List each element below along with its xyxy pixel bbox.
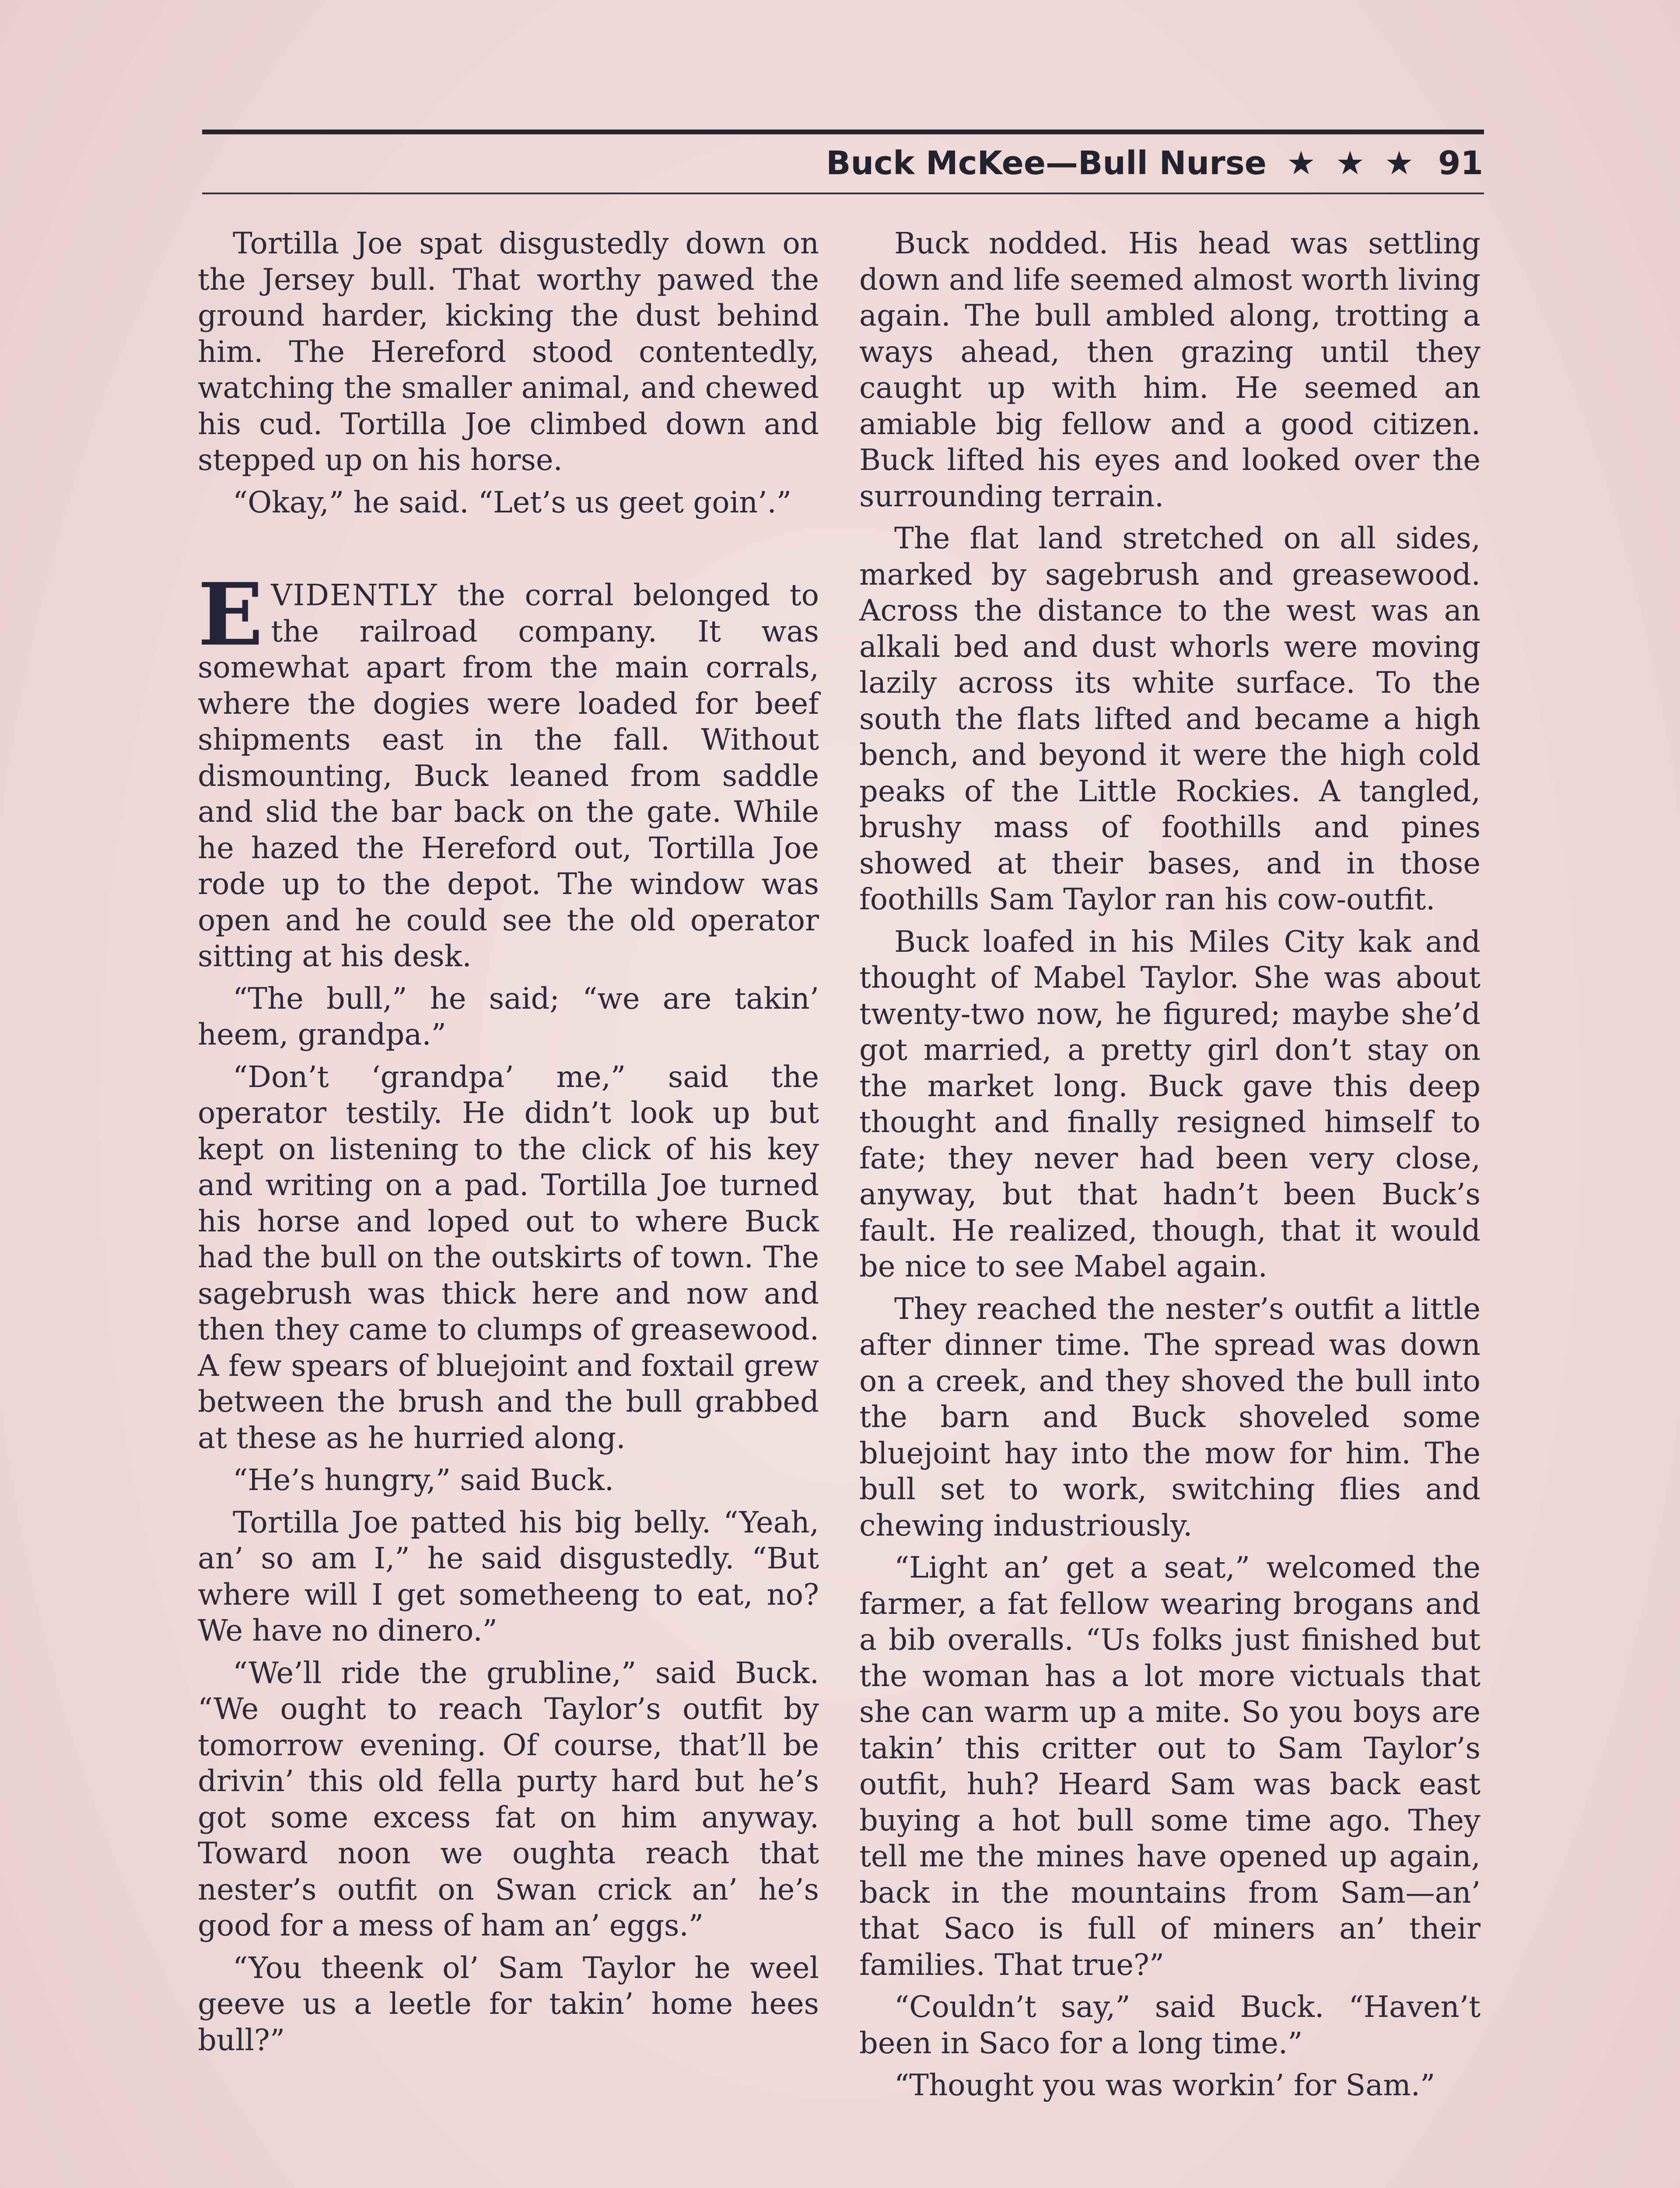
paragraph: Buck nodded. His head was settling down and life seemed almost worth living again. The bull ambled along, trotting a ways ahead, then grazing until they caught up with him. He seemed an amiable big fellow and a good citizen. Buck lifted his eyes and looked over the surrounding terrain.: [859, 226, 1480, 513]
paragraph: “Thought you was workin’ for Sam.”: [894, 2068, 1435, 2102]
left-column: [198, 225, 819, 2064]
dropcap-word: VIDENTLY: [271, 578, 438, 612]
header-rule-bottom: [202, 193, 1484, 194]
dropcap-paragraph-text: the corral belonged to the railroad company. It was somewhat apart from the main corrals, where the dogies were loaded for beef shipments east in the fall. Without dismounting, Buck leaned from saddle and slid the bar back on the gate. While he hazed the Hereford out, Tortilla Joe rode up to the depot. The window was open and he could see the old operator sitting at his desk.: [198, 578, 819, 973]
running-title: Buck McKee—Bull Nurse: [826, 144, 1267, 182]
paragraph: “Okay,” he said. “Let’s us geet goin’.”: [233, 485, 792, 519]
paragraph: “Couldn’t say,” said Buck. “Haven’t been in Saco for a long time.”: [859, 1990, 1480, 2060]
running-head: [826, 139, 1483, 187]
right-column: [859, 225, 1480, 2110]
paragraph: “He’s hungry,” said Buck.: [233, 1463, 614, 1497]
dropcap-letter: E: [198, 565, 263, 665]
star-ornaments: ★ ★ ★: [1286, 144, 1418, 182]
paragraph: “The bull,” he said; “we are takin’ heem, grandpa.”: [198, 981, 819, 1052]
paragraph: Buck loafed in his Miles City kak and thought of Mabel Taylor. She was about twenty-two now, he figured; maybe she’d got married, a pretty girl don’t stay on the market long. Buck gave this deep thought and finally resigned himself to fate; they never had been very close, anyway, but that hadn’t been Buck’s fault. He realized, though, that it would be nice to see Mabel again.: [859, 924, 1480, 1283]
paragraph: “Light an’ get a seat,” welcomed the farmer, a fat fellow wearing brogans and a bib overalls. “Us folks just finished but the woman has a lot more victuals that she can warm up a mite. So you boys are takin’ this critter out to Sam Taylor’s outfit, huh? Heard Sam was back east buying a hot bull some time ago. They tell me the mines have opened up again, back in the mountains from Sam—an’ that Saco is full of miners an’ their families. That true?”: [859, 1550, 1480, 1982]
paragraph: The flat land stretched on all sides, marked by sagebrush and greasewood. Across the distance to the west was an alkali bed and dust whorls were moving lazily across its white surface. To the south the flats lifted and became a high bench, and beyond it were the high cold peaks of the Little Rockies. A tangled, brushy mass of foothills and pines showed at their bases, and in those foothills Sam Taylor ran his cow-outfit.: [859, 521, 1480, 916]
paragraph: “You theenk ol’ Sam Taylor he weel geeve us a leetle for takin’ home hees bull?”: [198, 1950, 819, 2057]
paragraph: “Don’t ‘grandpa’ me,” said the operator testily. He didn’t look up but kept on listening to the click of his key and writing on a pad. Tortilla Joe turned his horse and loped out to where Buck had the bull on the outskirts of town. The sagebrush was thick here and now and then they came to clumps of greasewood. A few spears of bluejoint and foxtail grew between the brush and the bull grabbed at these as he hurried along.: [198, 1059, 819, 1455]
page-number: 91: [1438, 144, 1483, 182]
dropcap-paragraph: [198, 565, 819, 975]
header-rule: [202, 130, 1484, 134]
paragraph: Tortilla Joe spat disgustedly down on the Jersey bull. That worthy pawed the ground harder, kicking the dust behind him. The Hereford stood contentedly, watching the smaller animal, and chewed his cud. Tortilla Joe climbed down and stepped up on his horse.: [198, 226, 819, 477]
paragraph: They reached the nester’s outfit a little after dinner time. The spread was down on a creek, and they shoved the bull into the barn and Buck shoveled some bluejoint hay into the mow for him. The bull set to work, switching flies and chewing industriously.: [859, 1291, 1480, 1543]
paragraph: “We’ll ride the grubline,” said Buck. “We ought to reach Taylor’s outfit by tomorrow evening. Of course, that’ll be drivin’ this old fella purty hard but he’s got some excess fat on him anyway. Toward noon we oughta reach that nester’s outfit on Swan crick an’ he’s good for a mess of ham an’ eggs.”: [198, 1655, 819, 1943]
paragraph: Tortilla Joe patted his big belly. “Yeah, an’ so am I,” he said disgustedly. “But where will I get sometheeng to eat, no? We have no dinero.”: [198, 1505, 819, 1648]
